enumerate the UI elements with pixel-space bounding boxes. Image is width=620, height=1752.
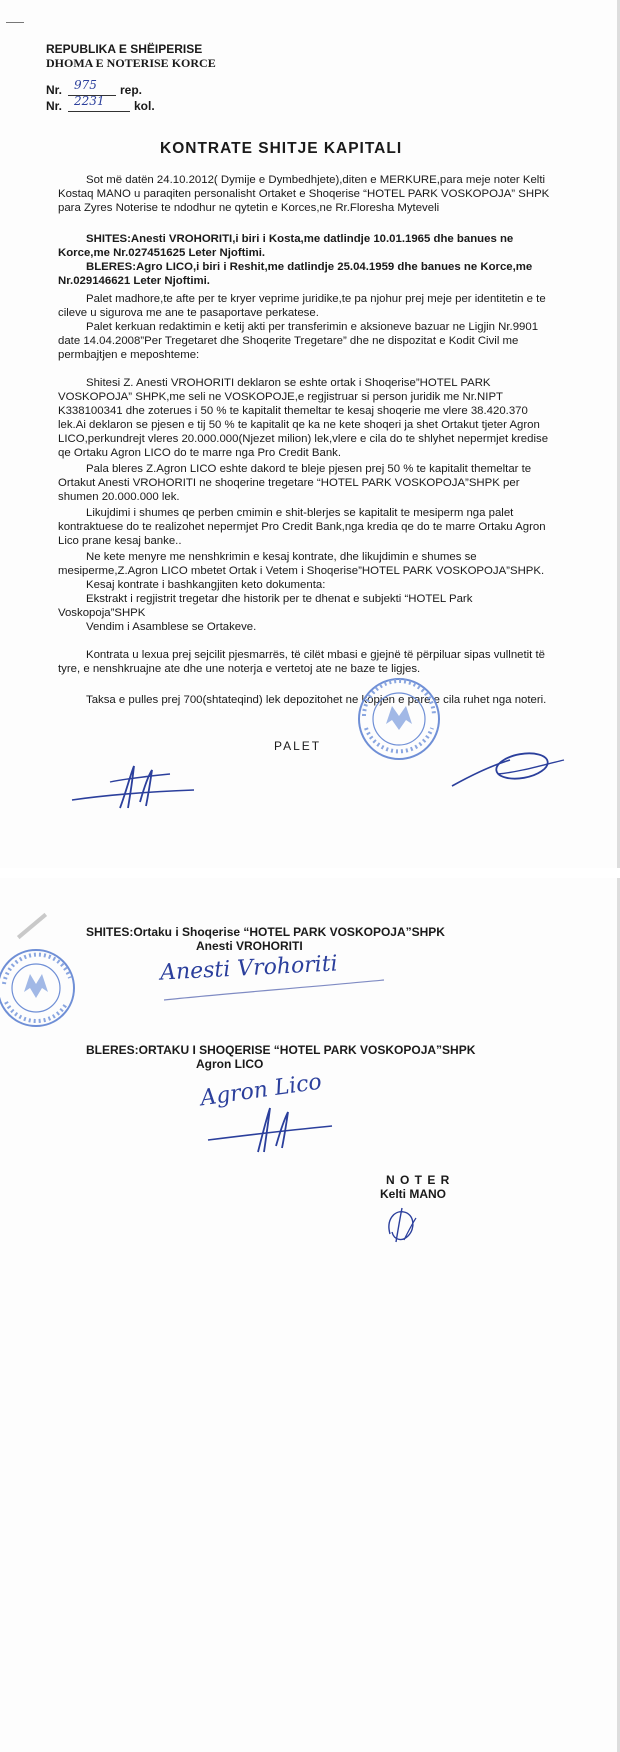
p4-line-1: Ne kete menyre me nenshkrimin e kesaj kontrate, dhe likujdimin e shumes se: [86, 551, 477, 563]
p5-line-1: Kesaj kontrate i bashkangjiten keto dokumenta:: [86, 579, 326, 591]
p5-line-4: Vendim i Asamblese se Ortakeve.: [86, 621, 257, 633]
bleres-line-2: Nr.029146621 Leter Njoftimi.: [58, 275, 210, 287]
shites-line-2: Korce,me Nr.027451625 Leter Njoftimi.: [58, 247, 266, 259]
p1-line-2: VOSKOPOJA” SHPK,me seli ne VOSKOPOJE,e regjistruar si person juridik me Nr.NIPT: [58, 391, 504, 403]
notary-stamp-page2: [0, 938, 92, 1042]
scan-mark: [6, 22, 24, 23]
p1-line-6: qe Ortaku Agron LICO do te marre nga Pro Credit Bank.: [58, 447, 342, 459]
palet-line-2: cileve u sigurova me ane te pasaportave perkatese.: [58, 307, 319, 319]
kerkuan-line-1: Palet kerkuan redaktimin e ketij akti per transferimin e aksioneve bazuar ne Ligjin Nr.9901: [86, 321, 539, 333]
nr-rep-handwritten: 975: [74, 78, 97, 92]
intro-line-1: Sot më datën 24.10.2012( Dymije e Dymbedhjete),diten e MERKURE,para meje noter Kelti: [86, 174, 546, 186]
shites-signature-name: Anesti VROHORITI: [196, 939, 303, 953]
contract-title: KONTRATE SHITJE KAPITALI: [160, 140, 403, 157]
kerkuan-line-2: date 14.04.2008”Per Tregetaret dhe Shoqerite Tregetare” dhe ne dispozitat e Kodit Civil me: [58, 335, 519, 347]
p3-line-3: Lico prane kesaj banke..: [58, 535, 182, 547]
header-chamber: DHOMA E NOTERISE KORCE: [46, 56, 216, 70]
p2-line-2: Ortakut Anesti VROHORITI ne shoqerine tregetare “HOTEL PARK VOSKOPOJA”SHPK per: [58, 477, 520, 489]
p7-line: Taksa e pulles prej 700(shtateqind) lek depozitohet ne kopjen e pare e cila ruhet nga noteri.: [86, 694, 547, 706]
contract-page-2: [0, 878, 620, 1752]
p1-line-1: Shitesi Z. Anesti VROHORITI deklaron se eshte ortak i Shoqerise”HOTEL PARK: [86, 377, 491, 389]
contract-page-1: [0, 0, 620, 868]
palet-line-1: Palet madhore,te afte per te kryer veprime juridike,te pa njohur prej meje per identitetin e te: [86, 293, 546, 305]
nr-kol-suffix: kol.: [134, 99, 155, 113]
p3-line-1: Likujdimi i shumes qe perben cmimin e shit-blerjes se kapitalit te mesiperm nga palet: [86, 507, 514, 519]
p2-line-3: shumen 20.000.000 lek.: [58, 491, 180, 503]
nr-kol-label: Nr.: [46, 99, 63, 113]
p1-line-5: LICO,perkundrejt vleres 20.000.000(Njezet milion) lek,vlere e cila do te shlyhet nepermjet kredise: [58, 433, 549, 445]
bleres-signature-name: Agron LICO: [196, 1057, 264, 1071]
nr-kol-handwritten: 2231: [74, 94, 105, 108]
nr-kol-line: [68, 94, 130, 112]
kerkuan-line-3: permbajtjen e meposhteme:: [58, 349, 200, 361]
page-separator: [0, 868, 620, 878]
p1-line-3: K338100341 dhe zoterues i 50 % te kapitalit themeltar te kesaj shoqerie me vlere 38.420.370: [58, 405, 528, 417]
notary-stamp: [356, 676, 442, 762]
shites-signature-stroke: [159, 951, 390, 1008]
bleres-line-1: BLERES:Agro LICO,i biri i Reshit,me datlindje 25.04.1959 dhe banues ne Korce,me: [86, 261, 533, 273]
p6-line-1: Kontrata u lexua prej sejcilit pjesmarrës, të cilët mbasi e gjejnë të përpiluar sipas vullnetit të: [86, 649, 546, 661]
page-fold: [17, 913, 47, 939]
seller-signature-page1: [450, 746, 568, 792]
intro-line-2: Kostaq MANO u paraqiten personalisht Ortaket e Shoqerise “HOTEL PARK VOSKOPOJA” SHPK: [58, 188, 550, 200]
shites-signature-title: SHITES:Ortaku i Shoqerise “HOTEL PARK VOSKOPOJA”SHPK: [86, 925, 445, 939]
intro-line-3: para Zyres Noterise te ndodhur ne qytetin e Korces,ne Rr.Floresha Myteveli: [58, 202, 440, 214]
buyer-signature-page1: [70, 762, 200, 812]
bleres-signature-title: BLERES:ORTAKU I SHOQERISE “HOTEL PARK VOSKOPOJA”SHPK: [86, 1043, 476, 1057]
p6-line-2: tyre, e nenshkruajne ate dhe une noterja e vertetoj ate ne baze te ligjes.: [58, 663, 421, 675]
shites-line-1: SHITES:Anesti VROHORITI,i biri i Kosta,me datlindje 10.01.1965 dhe banues ne: [86, 233, 514, 245]
palet-label: PALET: [274, 739, 322, 753]
p5-line-3: Voskopoja”SHPK: [58, 607, 146, 619]
bleres-signature-stroke: [200, 1096, 340, 1156]
noter-label: N O T E R: [386, 1173, 451, 1187]
bleres-handwritten-signature: Agron Lico: [198, 1069, 324, 1112]
p5-line-2: Ekstrakt i regjistrit tregetar dhe historik per te dhenat e subjekti “HOTEL Park: [86, 593, 473, 605]
nr-rep-suffix: rep.: [120, 83, 143, 97]
noter-name: Kelti MANO: [380, 1187, 446, 1201]
notary-signature: [382, 1204, 422, 1246]
p2-line-1: Pala bleres Z.Agron LICO eshte dakord te bleje pjesen prej 50 % te kapitalit themeltar te: [86, 463, 532, 475]
header-republic: REPUBLIKA E SHËIPERISE: [46, 42, 203, 56]
p4-line-2: mesiperme,Z.Agron LICO mbetet Ortak i Vetem i Shoqerise”HOTEL PARK VOSKOPOJA”SHPK.: [58, 565, 545, 577]
p3-line-2: kontraktuese do te realizohet nepermjet Pro Credit Bank,nga kredia qe do te marre Ortaku Agron: [58, 521, 546, 533]
p1-line-4: lek.Ai deklaron se pjesen e tij 50 % te kapitalit qe ka ne kete shoqeri ja shet Ortakut tjeter Agron: [58, 419, 540, 431]
shites-handwritten-signature: Anesti Vrohoriti: [159, 951, 339, 986]
nr-rep-label: Nr.: [46, 83, 63, 97]
